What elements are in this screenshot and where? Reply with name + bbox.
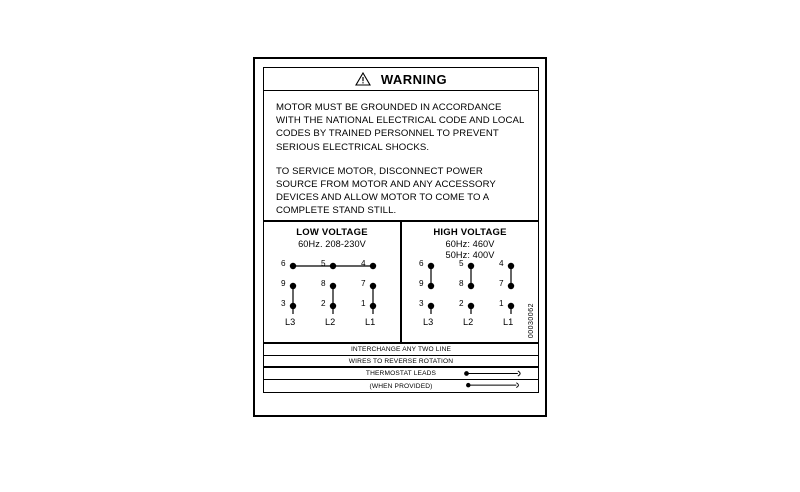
warning-paragraph-1: MOTOR MUST BE GROUNDED IN ACCORDANCE WITH THE NATIONAL ELECTRICAL CODE AND LOCAL CODES BY TRAINED PERSONNEL TO PREVENT SERIOUS ELECTRICAL SHOCKS. (276, 102, 525, 153)
voltage-panels (263, 221, 539, 343)
warning-header (263, 67, 539, 91)
note-row-1 (263, 343, 539, 355)
terminal-label-5: 5 (321, 259, 326, 268)
warning-paragraph-2: TO SERVICE MOTOR, DISCONNECT POWER SOURCE FROM MOTOR AND ANY ACCESSORY DEVICES AND ALLOW MOTOR TO COME TO A COMPLETE STAND STILL. (276, 165, 496, 217)
note-text-3: THERMOSTAT LEADS (365, 370, 437, 377)
note-row-2 (263, 355, 539, 367)
terminal-label-7: 7 (499, 279, 504, 288)
high-voltage-panel (401, 221, 539, 343)
thermostat-lead-symbol-2 (454, 380, 534, 392)
terminal-label-2: 2 (459, 299, 464, 308)
terminal-label-6: 6 (419, 259, 424, 268)
note-text-2: WIRES TO REVERSE ROTATION (348, 358, 454, 365)
lead-label-l1: L1 (503, 317, 514, 327)
low-voltage-panel (263, 221, 401, 343)
lead-label-l1: L1 (365, 317, 376, 327)
terminal-label-4: 4 (499, 259, 504, 268)
lead-label-l3: L3 (423, 317, 434, 327)
lead-label-l3: L3 (285, 317, 296, 327)
terminal-label-8: 8 (321, 279, 326, 288)
terminal-label-9: 9 (419, 279, 424, 288)
terminal-label-7: 7 (361, 279, 366, 288)
low-voltage-title: LOW VOLTAGE (296, 227, 368, 238)
note-row-3 (263, 367, 539, 379)
part-code-label: 00030062 (528, 302, 535, 338)
terminal-label-2: 2 (321, 299, 326, 308)
terminal-label-5: 5 (459, 259, 464, 268)
lead-label-l2: L2 (463, 317, 474, 327)
terminal-label-4: 4 (361, 259, 366, 268)
warning-triangle-icon (355, 72, 371, 86)
terminal-label-3: 3 (281, 299, 286, 308)
terminal-label-1: 1 (361, 299, 366, 308)
terminal-label-8: 8 (459, 279, 464, 288)
warning-title: WARNING (380, 71, 448, 87)
high-voltage-subtitle-1: 60Hz: 460V (445, 239, 495, 249)
high-voltage-subtitle-2: 50Hz: 400V (445, 250, 495, 260)
note-text-4: (WHEN PROVIDED) (369, 383, 433, 390)
terminal-label-1: 1 (499, 299, 504, 308)
terminal-label-3: 3 (419, 299, 424, 308)
thermostat-lead-symbol-1 (454, 368, 534, 379)
notes-section (263, 343, 539, 407)
warning-body (263, 91, 539, 221)
terminal-label-9: 9 (281, 279, 286, 288)
lead-label-l2: L2 (325, 317, 336, 327)
motor-wiring-label-plate (253, 57, 547, 417)
low-voltage-subtitle-1: 60Hz. 208-230V (298, 239, 366, 249)
note-row-4 (263, 379, 539, 393)
note-text-1: INTERCHANGE ANY TWO LINE (350, 346, 452, 353)
terminal-label-6: 6 (281, 259, 286, 268)
high-voltage-title: HIGH VOLTAGE (433, 227, 507, 238)
